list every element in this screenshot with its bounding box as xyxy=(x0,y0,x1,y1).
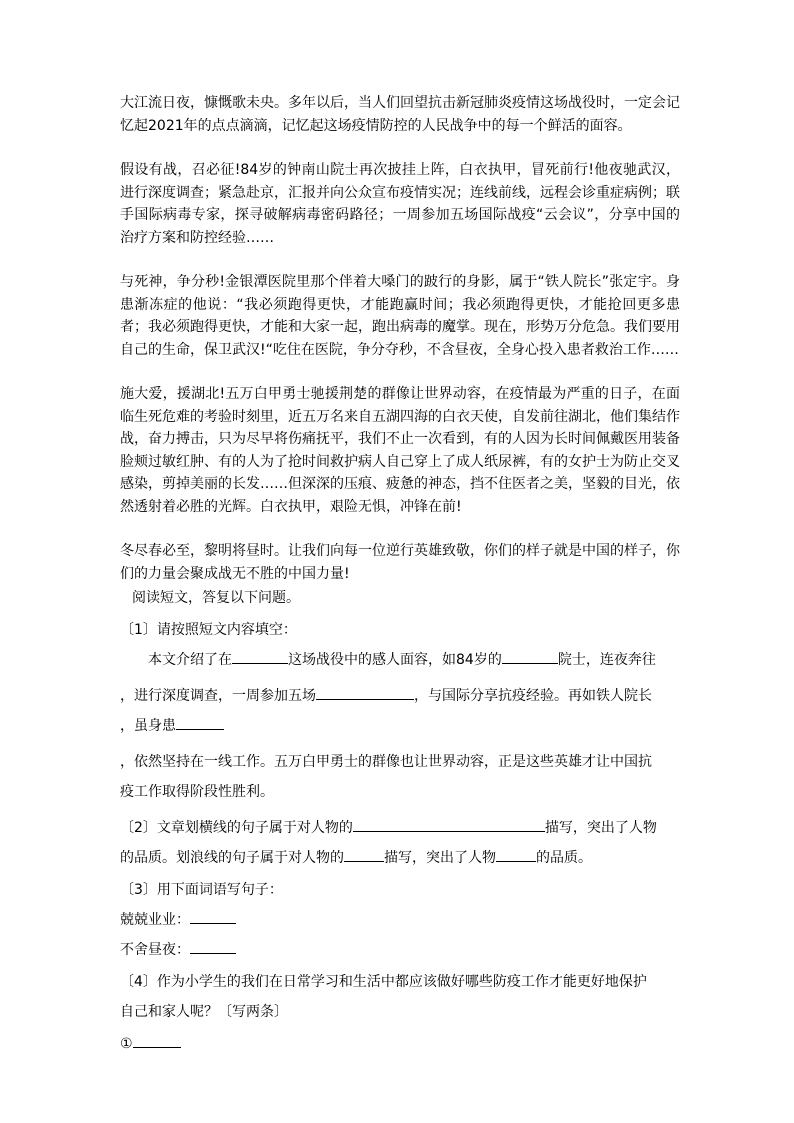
blank-q2-2[interactable] xyxy=(344,845,384,862)
question-4-answer-1: ① xyxy=(120,1029,680,1059)
question-2-line-1: 〔2〕文章划横线的句子属于对人物的 描写，突出了人物 xyxy=(120,813,680,843)
blank-q2-3[interactable] xyxy=(496,845,536,862)
blank-q3-1[interactable] xyxy=(190,907,236,924)
passage-paragraph-5: 冬尽春必至，黎明将昼时。让我们向每一位逆行英雄致敬，你们的样子就是中国的样子，你们的力量会聚成战无不胜的中国力量! xyxy=(120,543,680,582)
question-4-line-1: 〔4〕作为小学生的我们在日常学习和生活中都应该做好哪些防疫工作才能更好地保护 xyxy=(120,974,647,990)
question-1-line-5: 疫工作取得阶段性胜利。 xyxy=(120,784,274,800)
question-1-line-1: 本文介绍了在 这场战役中的感人面容，如84岁的 院士，连夜奔往 xyxy=(120,645,680,675)
question-4-line-2: 自己和家人呢？〔写两条〕 xyxy=(120,1004,288,1020)
question-1-label: 〔1〕请按照短文内容填空： xyxy=(120,622,297,638)
blank-q1-2[interactable] xyxy=(502,647,558,664)
question-3-label: 〔3〕用下面词语写句子： xyxy=(120,882,283,898)
blank-q1-4[interactable] xyxy=(176,713,224,730)
blank-q2-1[interactable] xyxy=(353,815,545,832)
passage-paragraph-4: 施大爱，援湖北!五万白甲勇士驰援荆楚的群像让世界动容，在疫情最为严重的日子，在面临生死危难的考验时刻里，近五万名来自五湖四海的白衣天使，自发前往湖北，他们集结作战，奋力搏击，只为尽早将伤痛抚平，我们不止一次看到，有的人因为长时间佩戴医用装备脸颊过敏红肿、有的人为了抢时间救护病人自己穿上了成人纸尿裤，有的女护士为防止交叉感染，剪掉美丽的长发……但深深的压痕、疲惫的神态，挡不住医者之美，坚毅的目光，依然透射着必胜的光辉。白衣执甲，艰险无惧，冲锋在前! xyxy=(120,386,680,515)
question-1-line-4: ，依然坚持在一线工作。五万白甲勇士的群像也让世界动容，正是这些英雄才让中国抗 xyxy=(120,754,652,770)
questions-intro: 阅读短文，答复以下问题。 xyxy=(132,590,300,606)
blank-q1-3[interactable] xyxy=(316,683,414,700)
blank-q3-2[interactable] xyxy=(190,937,236,954)
passage-paragraph-1: 大江流日夜，慷慨歌未央。多年以后，当人们回望抗击新冠肺炎疫情这场战役时，一定会记忆起2021年的点点滴滴，记忆起这场疫情防控的人民战争中的每一个鲜活的面容。 xyxy=(120,95,680,134)
blank-q4-1[interactable] xyxy=(133,1031,181,1048)
question-3-item-2: 不舍昼夜： xyxy=(120,935,680,965)
passage-paragraph-2: 假设有战，召必征!84岁的钟南山院士再次披挂上阵，白衣执甲，冒死前行!他夜驰武汉，进行深度调查；紧急赴京，汇报并向公众宣布疫情实况；连线前线，远程会诊重症病例；联手国际病毒专家，探寻破解病毒密码路径；一周参加五场国际战疫“云会议”，分享中国的治疗方案和防控经验…… xyxy=(120,162,680,246)
question-1-line-2: ，进行深度调查，一周参加五场 ，与国际分享抗疫经验。再如铁人院长 xyxy=(120,681,680,711)
document-page xyxy=(120,92,680,1059)
question-2-line-2: 的品质。划浪线的句子属于对人物的 描写，突出了人物 的品质。 xyxy=(120,843,680,873)
blank-q1-1[interactable] xyxy=(232,647,288,664)
question-3-item-1: 兢兢业业： xyxy=(120,905,680,935)
passage-paragraph-3: 与死神，争分秒!金银潭医院里那个伴着大嗓门的跛行的身影，属于“铁人院长”张定宇。身患渐冻症的他说：“我必须跑得更快，才能跑赢时间；我必须跑得更快，才能抢回更多患者；我必须跑得更快，才能和大家一起，跑出病毒的魔掌。现在，形势万分危急。我们要用自己的生命，保卫武汉!“吃住在医院，争分夺秒，不含昼夜，全身心投入患者救治工作…… xyxy=(120,274,680,358)
question-1-line-3: ，虽身患 xyxy=(120,711,680,741)
